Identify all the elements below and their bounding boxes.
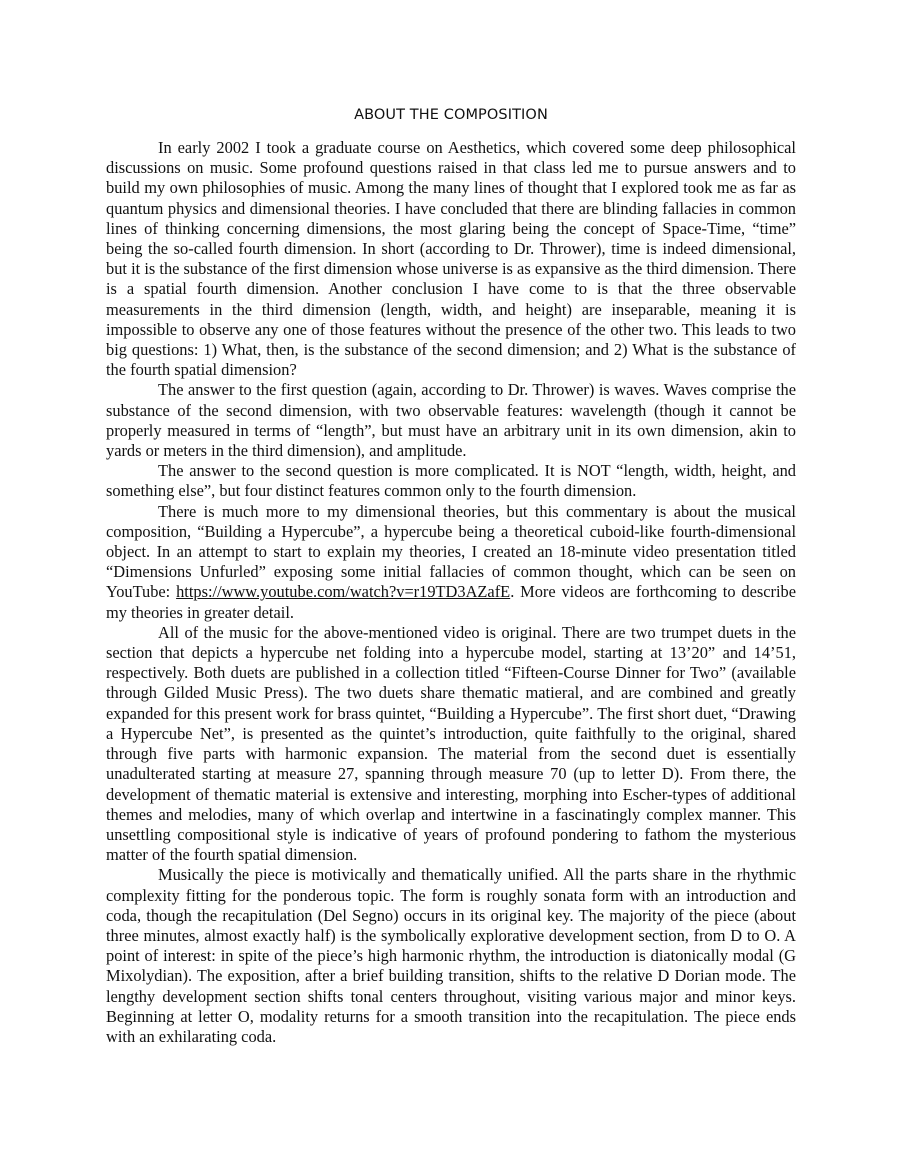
paragraph-text: In early 2002 I took a graduate course on Aesthetics, which covered some deep philosophical discussions on music. Some profound questions raised in that class led me to pursue answers and to build my own philosophies of music. Among the many lines of thought that I explored took me as far as quantum physics and dimensional theories. I have concluded that there are blinding fallacies in common lines of thinking concerning dimensions, the most glaring being the concept of Space-Time, “time” being the so-called fourth dimension. In short (according to Dr. Thrower), time is indeed dimensional, but it is the substance of the first dimension whose universe is as expansive as the third dimension. There is a spatial fourth dimension. Another conclusion I have come to is that the three observable measurements in the third dimension (length, width, and height) are inseparable, meaning it is impossible to observe any one of those features without the presence of the other two. This leads to two big questions: 1) What, then, is the substance of the second dimension; and 2) What is the substance of the fourth spatial dimension? (106, 138, 796, 380)
page-title: ABOUT THE COMPOSITION (354, 107, 548, 123)
paragraph-text: The answer to the first question (again, according to Dr. Thrower) is waves. Waves comprise the substance of the second dimension, with two observable features: wavelength (though it cannot be properly measured in terms of “length”, but must have an arbitrary unit in its own dimension, akin to yards or meters in the third dimension), and amplitude. (106, 380, 796, 461)
paragraph-first-question (106, 380, 796, 461)
paragraph-text: Musically the piece is motivically and thematically unified. All the parts share in the rhythmic complexity fitting for the ponderous topic. The form is roughly sonata form with an introduction and coda, though the recapitulation (Del Segno) occurs in its original key. The majority of the piece (about three minutes, almost exactly half) is the symbolically explorative development section, from D to O. A point of interest: in spite of the piece’s high harmonic rhythm, the introduction is diatonically modal (G Mixolydian). The exposition, after a brief building transition, shifts to the relative D Dorian mode. The lengthy development section shifts tonal centers throughout, visiting various major and minor keys. Beginning at letter O, modality returns for a smooth transition into the recapitulation. The piece ends with an exhilarating coda. (106, 865, 796, 1046)
paragraph-text: The answer to the second question is more complicated. It is NOT “length, width, height, and something else”, but four distinct features common only to the fourth dimension. (106, 461, 796, 501)
paragraph-musical-form (106, 865, 796, 1047)
paragraph-text: All of the music for the above-mentioned video is original. There are two trumpet duets in the section that depicts a hypercube net folding into a hypercube model, starting at 13’20” and 14’51, respectively. Both duets are published in a collection titled “Fifteen-Course Dinner for Two” (available through Gilded Music Press). The two duets share thematic matieral, and are combined and greatly expanded for this present work for brass quintet, “Building a Hypercube”. The first short duet, “Drawing a Hypercube Net”, is presented as the quintet’s introduction, quite faithfully to the original, shared through five parts with harmonic expansion. The material from the second duet is essentially unadulterated starting at measure 27, spanning through measure 70 (up to letter D). From there, the development of thematic material is extensive and interesting, morphing into Escher-types of additional themes and melodies, many of which overlap and intertwine in a fascinatingly complex manner. This unsettling compositional style is indicative of years of profound pondering to fathom the mysterious matter of the fourth spatial dimension. (106, 622, 796, 865)
document-page (106, 104, 796, 1047)
paragraph-text: There is much more to my dimensional theories, but this commentary is about the musical composition, “Building a Hypercube”, a hypercube being a theoretical cuboid-like fourth-dimensional object. In an attempt to start to explain my theories, I created an 18-minute video presentation titled “Dimensions Unfurled” exposing some initial fallacies of common thought, which can be seen on YouTube: (106, 501, 796, 602)
paragraph-text: . More videos are forthcoming to describe my theories in greater detail. (106, 582, 796, 622)
paragraph-aesthetics-course (106, 138, 796, 380)
youtube-link[interactable]: https://www.youtube.com/watch?v=r19TD3AZafE (176, 582, 511, 602)
paragraph-hypercube-video (106, 502, 796, 623)
paragraph-trumpet-duets (106, 623, 796, 865)
paragraph-second-question (106, 461, 796, 501)
